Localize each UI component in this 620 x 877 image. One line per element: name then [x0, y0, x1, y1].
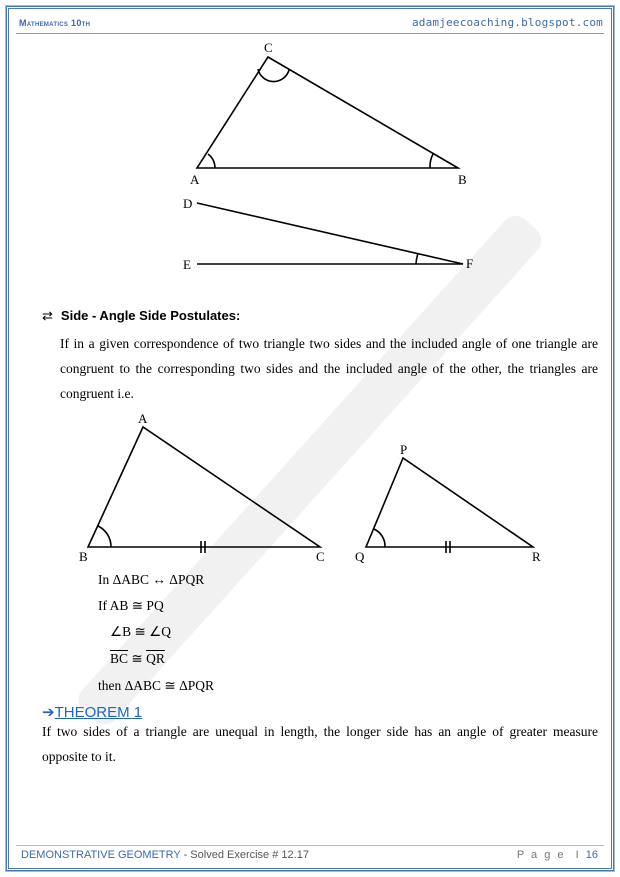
footer-page [517, 849, 598, 861]
page-number: 16 [585, 849, 598, 861]
page-label: P a g e I [516, 849, 586, 861]
label-p: P [400, 442, 408, 457]
proof-line-1: In ΔABC ↔ ΔPQR [98, 572, 205, 587]
label-b: B [458, 172, 467, 187]
angle-arc-a [208, 154, 215, 168]
label-f: F [466, 256, 474, 271]
footer-exercise: - Solved Exercise # 12.17 [180, 849, 309, 861]
triangle-pqr [366, 458, 533, 547]
postulate-text: If in a given correspondence of two triangle two sides and the included angle of one triangle are congruent to the corresponding two sides and the included angle of the other, the triangles are congruent i.e. [60, 336, 598, 401]
header-subject: Mathematics 10th [19, 18, 91, 28]
section-heading [42, 308, 240, 324]
label-e: E [183, 257, 191, 272]
footer-left [21, 849, 309, 861]
label-c2: C [316, 549, 325, 564]
label-b2: B [79, 549, 88, 564]
proof-line-2: If AB ≅ PQ [98, 598, 164, 613]
segment-bc: $\overline{BC}$ [110, 651, 129, 666]
proof-line-3: ∠B ≅ ∠Q [110, 624, 172, 639]
label-q: Q [355, 549, 365, 564]
label-c: C [264, 40, 273, 55]
theorem-title: THEOREM 1 [54, 704, 143, 721]
angle-arc-f [416, 253, 418, 264]
angle-arc-q [374, 529, 385, 547]
angle-arc-c [258, 69, 289, 82]
triangle-abc [88, 427, 320, 547]
theorem-text: If two sides of a triangle are unequal in length, the longer side has an angle of greater measure opposite to it. [42, 724, 598, 764]
label-a2: A [138, 411, 148, 426]
arrow-right-icon: ➔ [42, 704, 55, 721]
footer-divider [16, 845, 604, 846]
proof-line-4 [110, 651, 165, 667]
double-arrow-icon: ⇄ [42, 308, 53, 323]
proof-line-5: then ΔABC ≅ ΔPQR [98, 678, 215, 693]
segment-qr: $\overline{QR}$ [146, 651, 165, 666]
header-site: adamjeecoaching.blogspot.com [411, 16, 603, 29]
congruent-symbol: ≅ [128, 651, 147, 666]
line-df [197, 203, 463, 264]
angle-arc-b2 [98, 526, 111, 547]
label-d: D [183, 196, 193, 211]
label-r: R [532, 549, 541, 564]
label-a: A [190, 172, 200, 187]
footer-chapter: DEMONSTRATIVE GEOMETRY [21, 849, 181, 861]
section-title: Side - Angle Side Postulates: [60, 308, 241, 323]
triangle-abc-top [197, 57, 458, 168]
angle-arc-b [430, 154, 433, 168]
